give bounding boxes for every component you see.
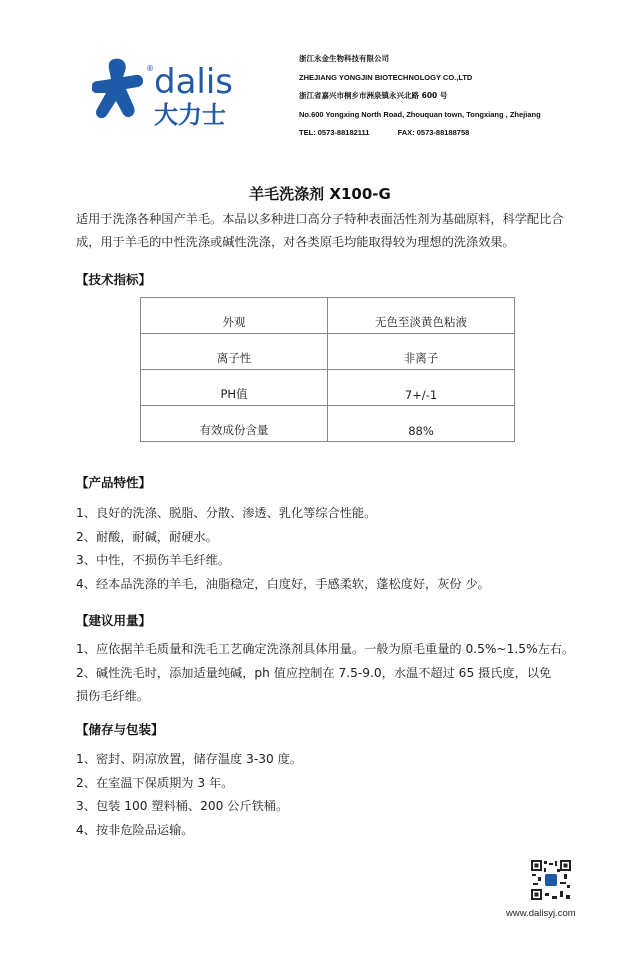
features-list bbox=[76, 502, 586, 596]
spec-table bbox=[140, 297, 515, 442]
list-item: 2、在室温下保质期为 3 年。 bbox=[76, 775, 234, 790]
spec-value: 无色至淡黄色粘液 bbox=[328, 298, 515, 334]
storage-heading: 【储存与包装】 bbox=[76, 722, 164, 737]
storage-list bbox=[76, 748, 586, 842]
list-item: 3、包装 100 塑料桶、200 公斤铁桶。 bbox=[76, 799, 289, 813]
company-name-en: ZHEJIANG YONGJIN BIOTECHNOLOGY CO.,LTD bbox=[299, 72, 473, 82]
website-url: www.dalisyj.com bbox=[506, 908, 576, 919]
list-item: 损伤毛纤维。 bbox=[76, 689, 150, 703]
spec-name: 离子性 bbox=[141, 334, 328, 370]
intro-paragraph: 适用于洗涤各种国产羊毛。本品以多种进口高分子特种表面活性剂为基础原料，科学配比合成，用于羊毛的中性洗涤或碱性洗涤，对各类原毛均能取得较为理想的洗涤效果。 bbox=[76, 212, 564, 249]
list-item: 4、按非危险品运输。 bbox=[76, 822, 194, 837]
registered-mark: ® bbox=[146, 64, 154, 73]
spec-name: 外观 bbox=[141, 298, 328, 334]
spec-value: 非离子 bbox=[328, 334, 515, 370]
table-row bbox=[141, 406, 515, 442]
list-item: 1、良好的洗涤、脱脂、分散、渗透、乳化等综合性能。 bbox=[76, 506, 377, 520]
table-row bbox=[141, 334, 515, 370]
list-item: 2、耐酸，耐碱，耐硬水。 bbox=[76, 529, 218, 544]
dalis-logo-icon bbox=[92, 55, 262, 130]
usage-list bbox=[76, 638, 586, 709]
features-heading: 【产品特性】 bbox=[76, 475, 152, 490]
telephone: TEL: 0573-88182111 bbox=[299, 128, 370, 137]
address-cn: 浙江省嘉兴市桐乡市洲泉镇永兴北路 600 号 bbox=[299, 91, 448, 100]
table-row bbox=[141, 370, 515, 406]
company-name-cn: 浙江永金生物科技有限公司 bbox=[299, 54, 389, 63]
address-en: No.600 Yongxing North Road, Zhouquan town, Tongxiang , Zhejiang bbox=[299, 109, 541, 119]
document-title: 羊毛洗涤剂 X100-G bbox=[249, 185, 391, 203]
company-info bbox=[299, 50, 541, 143]
spec-heading: 【技术指标】 bbox=[76, 272, 152, 287]
table-row bbox=[141, 298, 515, 334]
spec-value: 7+/-1 bbox=[328, 370, 515, 406]
spec-name: 有效成份含量 bbox=[141, 406, 328, 442]
fax: FAX: 0573-88188758 bbox=[397, 128, 470, 137]
list-item: 4、经本品洗涤的羊毛，油脂稳定，白度好，手感柔软，蓬松度好，灰份 少。 bbox=[76, 576, 490, 591]
spec-name: PH值 bbox=[141, 370, 328, 406]
spec-value: 88% bbox=[328, 406, 515, 442]
list-item: 1、应依据羊毛质量和洗毛工艺确定洗涤剂具体用量。一般为原毛重量的 0.5%~1.5%左右。 bbox=[76, 642, 575, 656]
list-item: 3、中性，不损伤羊毛纤维。 bbox=[76, 553, 231, 567]
company-logo bbox=[92, 55, 262, 130]
brand-cn: 大力士 bbox=[154, 101, 226, 129]
usage-heading: 【建议用量】 bbox=[76, 613, 152, 628]
qr-code-icon bbox=[531, 860, 571, 900]
brand-en: dalis bbox=[154, 62, 234, 102]
list-item: 1、密封、阴凉放置，储存温度 3-30 度。 bbox=[76, 752, 302, 766]
list-item: 2、碱性洗毛时，添加适量纯碱，ph 值应控制在 7.5-9.0，水温不超过 65 摄氏度，以免 bbox=[76, 665, 552, 680]
